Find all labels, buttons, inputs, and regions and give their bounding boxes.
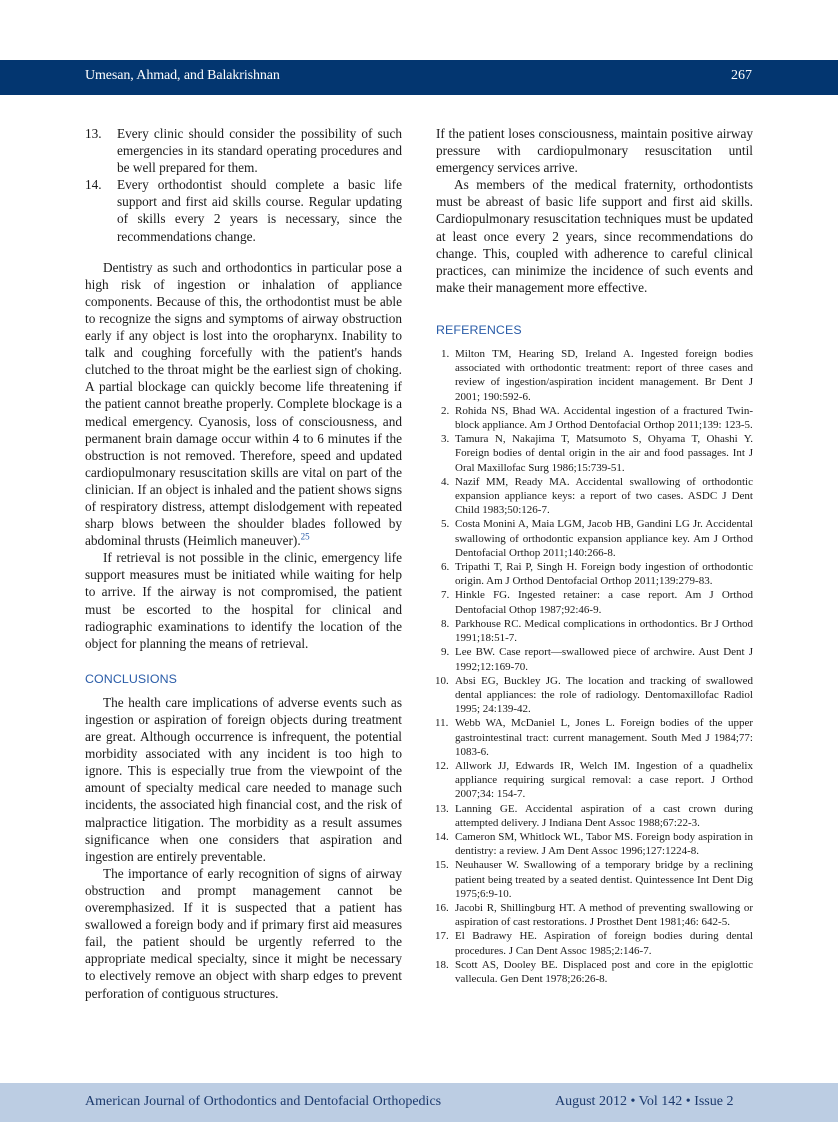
running-header [0, 60, 838, 95]
reference-number: 4. [441, 475, 450, 488]
list-item-number: 13. [85, 126, 102, 141]
reference-number: 1. [441, 348, 450, 361]
reference-number: 12. [435, 759, 449, 772]
right-column [436, 125, 753, 986]
reference-text: Allwork JJ, Edwards IR, Welch IM. Ingestion of a quadhelix appliance requiring surgical removal: a case report. J Orthod 2007;34: 154-7. [455, 759, 753, 801]
body-paragraph: If retrieval is not possible in the clinic, emergency life support measures must be initiated while waiting for help to arrive. If the airway is not compromised, the patient must be escorted to the hospital for clinical and radiographic examinations to identify the location of the object for planning the means of retrieval. [85, 550, 402, 651]
reference-text: Absi EG, Buckley JG. The location and tracking of swallowed dental appliances: the role of radiology. Dentomaxillofac Radiol 1995; 24:139-42. [455, 674, 753, 716]
reference-item [436, 901, 753, 929]
reference-text: Nazif MM, Ready MA. Accidental swallowing of orthodontic expansion appliance keys: a report of two cases. ASDC J Dent Child 1983;50:126-7. [455, 475, 753, 517]
reference-text: Rohida NS, Bhad WA. Accidental ingestion of a fractured Twin-block appliance. Am J Orthod Dentofacial Orthop 2011;139: 123-5. [455, 404, 753, 432]
reference-item [436, 802, 753, 830]
reference-item [436, 432, 753, 475]
list-item-text: Every orthodontist should complete a basic life support and first aid skills course. Regular updating of skills every 2 years is necessary, since the recommendations change. [117, 177, 402, 244]
left-column [85, 125, 402, 1002]
reference-number: 6. [441, 561, 450, 574]
section-heading-references: REFERENCES [436, 322, 522, 337]
reference-number: 14. [435, 830, 449, 843]
reference-text: Tripathi T, Rai P, Singh H. Foreign body ingestion of orthodontic origin. Am J Orthod Dentofacial Orthop 2011;139:279-83. [455, 561, 753, 588]
reference-item [436, 958, 753, 986]
reference-number: 8. [441, 617, 450, 630]
body-paragraph: As members of the medical fraternity, orthodontists must be abreast of basic life support and first aid skills. Cardiopulmonary resuscitation techniques must be updated at least once every 2 years, since recommendations do change. This, coupled with adherence to careful clinical practices, can minimize the incidence of such events and make their management more effective. [436, 177, 753, 295]
body-paragraph: The health care implications of adverse events such as ingestion or aspiration of foreign objects during treatment are great. Although occurrence is infrequent, the potential morbidity associated with any incident is too high to ignore. This is especially true from the viewpoint of the amount of specialty medical care needed to manage such incidents, the associated high financial cost, and the risk of malpractice litigation. The morbidity as a result assumes significance when one considers that aspiration and ingestion are entirely preventable. [85, 694, 402, 864]
citation-link[interactable]: 25 [300, 531, 310, 542]
reference-number: 15. [435, 859, 449, 872]
reference-item [436, 674, 753, 717]
reference-item [436, 560, 753, 588]
reference-item [436, 858, 753, 901]
reference-text: Costa Monini A, Maia LGM, Jacob HB, Gandini LG Jr. Accidental swallowing of orthodontic expansion appliance key. Am J Orthod Dentofacial Orthop 2011;140:266-8. [455, 518, 753, 559]
reference-number: 7. [441, 589, 450, 602]
reference-text: Jacobi R, Shillingburg HT. A method of preventing swallowing or aspiration of cast restorations. J Prosthet Dent 1981;46: 642-5. [455, 901, 753, 929]
reference-item [436, 617, 753, 645]
reference-item [436, 645, 753, 673]
reference-text: Cameron SM, Whitlock WL, Tabor MS. Foreign body aspiration in dentistry: a review. J Am Dent Assoc 1996;127:1224-8. [455, 830, 753, 858]
reference-text: El Badrawy HE. Aspiration of foreign bodies during dental procedures. J Can Dent Assoc 1985;2:146-7. [455, 930, 753, 957]
reference-text: Parkhouse RC. Medical complications in orthodontics. Br J Orthod 1991;18:51-7. [455, 617, 753, 645]
reference-item [436, 588, 753, 616]
reference-number: 3. [441, 433, 450, 446]
page-number: 267 [731, 68, 752, 83]
reference-item [436, 830, 753, 858]
body-paragraph: If the patient loses consciousness, maintain positive airway pressure with cardiopulmonary resuscitation until emergency services arrive. [436, 126, 753, 176]
journal-title: American Journal of Orthodontics and Dentofacial Orthopedics [85, 1094, 442, 1109]
reference-item [436, 404, 753, 432]
header-authors: Umesan, Ahmad, and Balakrishnan [85, 68, 280, 83]
list-item [85, 176, 402, 244]
body-paragraph [85, 259, 402, 550]
reference-text: Lanning GE. Accidental aspiration of a cast crown during attempted delivery. J Indiana Dent Assoc 1988;67:22-3. [455, 802, 753, 829]
list-item [85, 125, 402, 176]
reference-text: Webb WA, McDaniel L, Jones L. Foreign bodies of the upper gastrointestinal tract: current management. South Med J 1984;77: 1083-6. [455, 717, 753, 758]
running-footer [0, 1083, 838, 1122]
reference-text: Tamura N, Nakajima T, Matsumoto S, Ohyama T, Ohashi Y. Foreign bodies of dental origin in the air and food passages. Int J Oral Maxillofac Surg 1986;15:739-51. [455, 433, 753, 474]
body-paragraph: The importance of early recognition of signs of airway obstruction and prompt management cannot be overemphasized. If it is suspected that a patient has swallowed a foreign body and if primary first aid measures fail, the patient should be urgently referred to the appropriate medical specialty, since it might be necessary to electively remove an object with sharp edges to prevent perforation of contiguous structures. [85, 865, 402, 1001]
issue-info: August 2012 • Vol 142 • Issue 2 [555, 1094, 734, 1109]
reference-text: Scott AS, Dooley BE. Displaced post and core in the epiglottic vallecula. Gen Dent 1978;26:26-8. [455, 958, 753, 985]
section-heading-conclusions: CONCLUSIONS [85, 671, 177, 686]
reference-number: 2. [441, 404, 450, 417]
reference-item [436, 929, 753, 957]
reference-number: 18. [435, 958, 449, 971]
reference-item [436, 759, 753, 802]
reference-number: 5. [441, 518, 450, 531]
paragraph-text: Dentistry as such and orthodontics in particular pose a high risk of ingestion or inhalation of appliance components. Because of this, the orthodontist must be able to recognize the signs and symptoms of airway obstruction early if any object is lost into the oropharynx. Inability to talk and coughing forcefully with the patient's hands clutched to the throat might be the earliest sign of choking. A partial blockage can quickly become life threatening if the patient cannot breathe properly. Complete blockage is a medical emergency. Cyanosis, loss of consciousness, and permanent brain damage occur within 4 to 6 minutes if the obstruction is not removed. Therefore, speed and updated cardiopulmonary resuscitation skills are vital on part of the clinician. If an object is inhaled and the patient shows signs of respiratory distress, attempt dislodgement with repeated sharp blows between the shoulder blades followed by abdominal thrusts (Heimlich maneuver). [85, 259, 402, 549]
reference-item [436, 475, 753, 518]
recommendation-list [85, 125, 402, 245]
reference-item [436, 347, 753, 404]
reference-text: Lee BW. Case report—swallowed piece of archwire. Aust Dent J 1992;12:169-70. [455, 646, 753, 673]
reference-number: 16. [435, 901, 449, 914]
list-item-number: 14. [85, 177, 102, 193]
reference-list [436, 347, 753, 986]
reference-number: 9. [441, 646, 450, 659]
reference-number: 17. [435, 930, 449, 943]
reference-item [436, 716, 753, 759]
list-item-text: Every clinic should consider the possibility of such emergencies in its standard operating procedures and be well prepared for them. [117, 126, 402, 176]
reference-text: Hinkle FG. Ingested retainer: a case report. Am J Orthod Dentofacial Othop 1987;92:46-9. [455, 589, 753, 616]
reference-number: 10. [435, 674, 449, 687]
reference-number: 13. [435, 802, 449, 815]
reference-item [436, 517, 753, 560]
reference-text: Neuhauser W. Swallowing of a temporary bridge by a reclining patient being treated by a seated dentist. Quintessence Int Dent Dig 1975;6:9-10. [455, 859, 753, 900]
reference-text: Milton TM, Hearing SD, Ireland A. Ingested foreign bodies associated with orthodontic treatment: report of three cases and review of ingestion/aspiration incident management. Br Dent J 2001; 190:592-6. [455, 348, 753, 403]
reference-number: 11. [435, 717, 449, 730]
